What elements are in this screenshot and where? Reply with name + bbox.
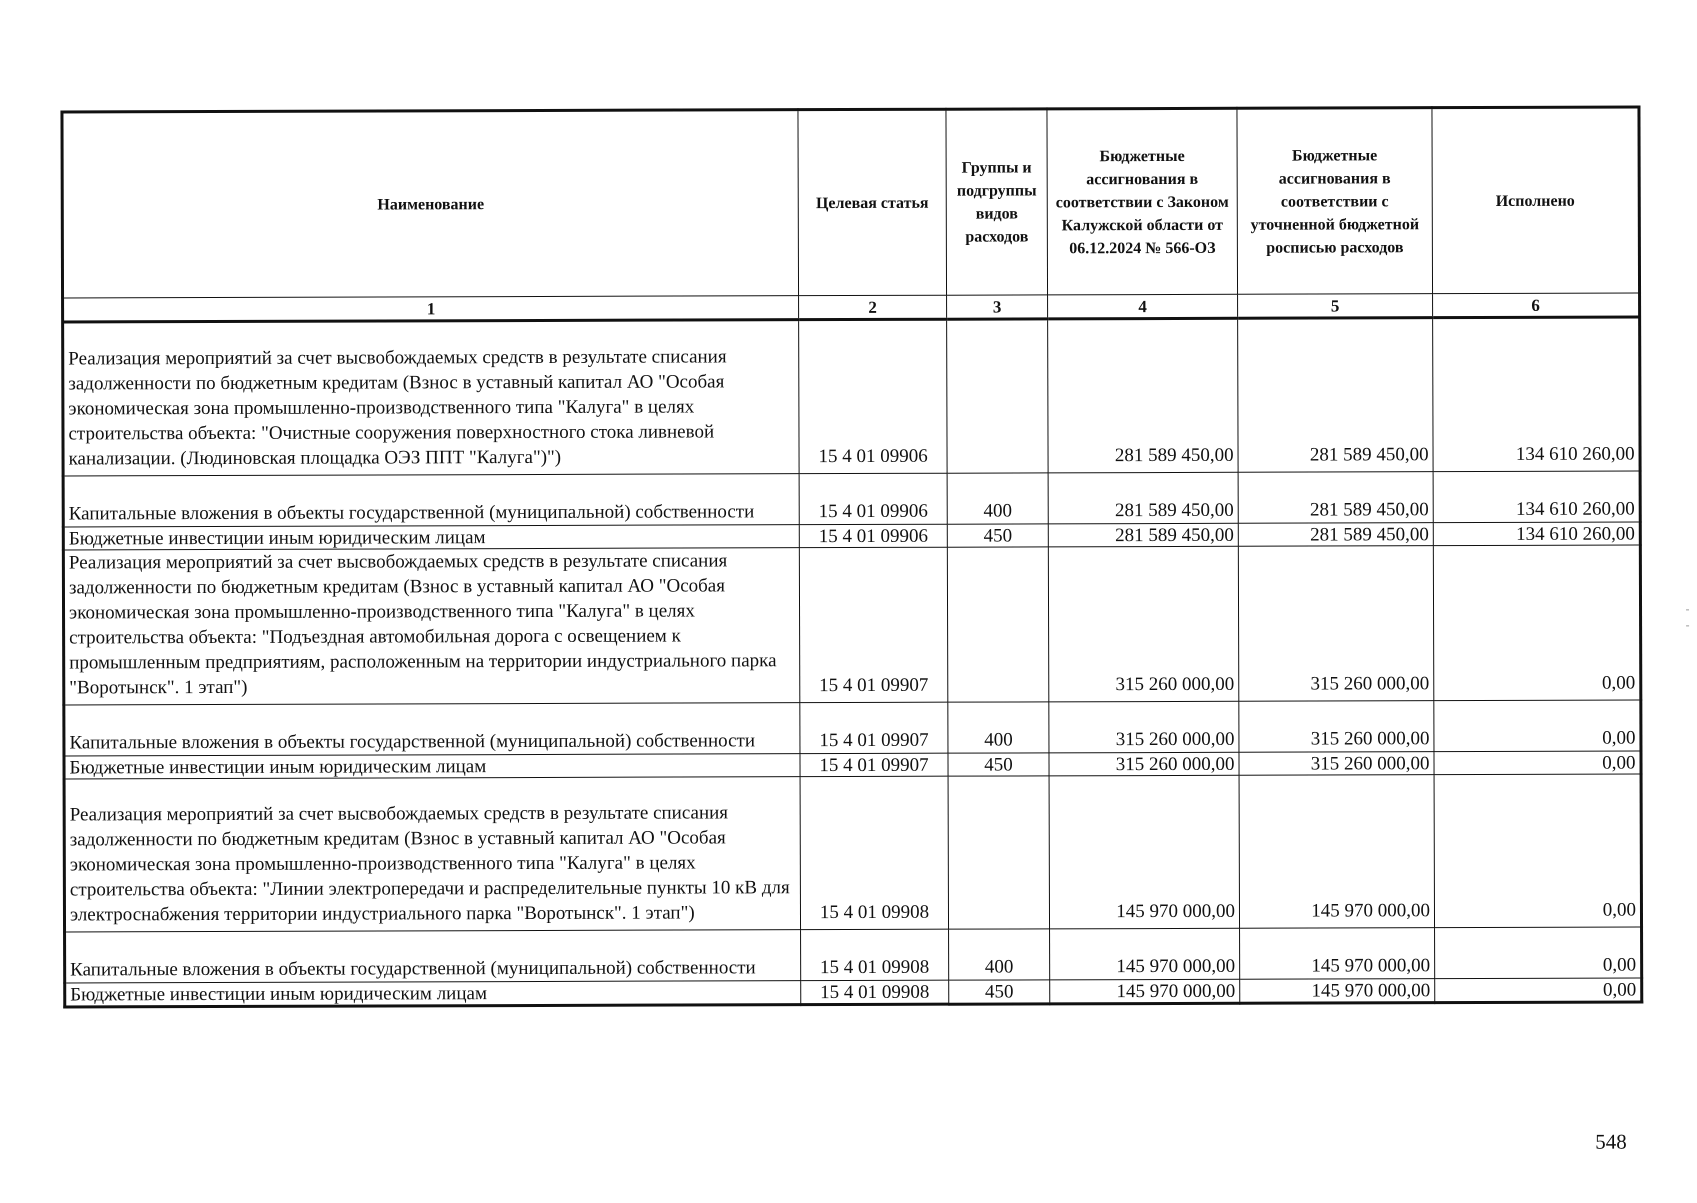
row-law-amount: 145 970 000,00 [1050,928,1240,980]
row-law-amount: 315 260 000,00 [1049,752,1239,776]
row-target-article: 15 4 01 09906 [799,473,947,524]
column-number: 2 [799,295,947,319]
table-row [65,978,1642,1007]
row-executed-amount: 134 610 260,00 [1433,471,1640,523]
row-name: Реализация мероприятий за счет высвобождаемых средств в результате списания задолженности по бюджетным кредитам (Взнос в уставный капитал АО "Особая экономическая зона промышленно-производственного типа "Калуга" в целях строительства объекта: "Подъездная автомобильная дорога с освещением к промышленным предприятиям, расположенным на территории индустриального парка "Воротынск". 1 этап") [63,548,799,705]
row-target-article: 15 4 01 09907 [799,547,947,702]
page-number: 548 [1595,1129,1627,1154]
column-number: 4 [1048,294,1238,319]
row-law-amount: 281 589 450,00 [1048,523,1238,547]
row-law-amount: 315 260 000,00 [1048,546,1238,702]
row-executed-amount: 0,00 [1434,751,1641,775]
row-executed-amount: 134 610 260,00 [1433,522,1640,546]
row-executed-amount: 0,00 [1433,545,1640,701]
row-name: Капитальные вложения в объекты государственной (муниципальной) собственности [65,930,801,983]
row-refined-amount: 281 589 450,00 [1238,318,1433,473]
row-target-article: 15 4 01 09907 [800,702,948,753]
row-expense-group: 450 [949,980,1050,1004]
row-name: Реализация мероприятий за счет высвобождаемых средств в результате списания задолженности по бюджетным кредитам (Взнос в уставный капитал АО "Особая экономическая зона промышленно-производственного типа "Калуга" в целях строительства объекта: "Линии электропередачи и распределительные пункты 10 кВ для электроснабжения территории индустриального парка "Воротынск". 1 этап") [64,777,800,932]
row-expense-group: 400 [947,473,1048,524]
row-expense-group [947,319,1048,473]
row-name: Бюджетные инвестиции иным юридическим лицам [65,981,801,1007]
row-refined-amount: 315 260 000,00 [1239,701,1434,753]
row-name: Капитальные вложения в объекты государственной (муниципальной) собственности [64,703,800,756]
row-executed-amount: 0,00 [1435,978,1642,1003]
row-name: Реализация мероприятий за счет высвобождаемых средств в результате списания задолженности по бюджетным кредитам (Взнос в уставный капитал АО "Особая экономическая зона промышленно-производственного типа "Калуга" в целях строительства объекта: "Очистные сооружения поверхностного стока ливневой канализации. (Людиновская площадка ОЭЗ ППТ "Калуга")") [63,320,799,476]
table-row [63,471,1640,527]
row-target-article: 15 4 01 09906 [799,319,947,473]
row-refined-amount: 145 970 000,00 [1240,928,1435,980]
header-name: Наименование [62,110,799,298]
scan-speck [1686,609,1689,610]
header-refined-appropriations: Бюджетные ассигнования в соответствии с уточненной бюджетной росписью расходов [1237,108,1433,295]
column-number: 1 [63,296,799,322]
row-expense-group: 450 [948,753,1049,776]
row-expense-group: 400 [949,929,1050,980]
row-refined-amount: 315 260 000,00 [1239,752,1434,776]
row-name: Бюджетные инвестиции иным юридическим лицам [64,754,800,779]
row-refined-amount: 315 260 000,00 [1238,546,1433,702]
row-refined-amount: 281 589 450,00 [1238,472,1433,524]
row-target-article: 15 4 01 09907 [800,753,948,776]
row-refined-amount: 281 589 450,00 [1238,523,1433,547]
row-target-article: 15 4 01 09908 [801,929,949,980]
column-number: 6 [1433,293,1640,318]
row-expense-group [947,547,1048,702]
header-target-article: Целевая статья [798,109,947,295]
table-row [64,774,1641,932]
row-law-amount: 315 260 000,00 [1049,701,1239,753]
row-name: Бюджетные инвестиции иным юридическим лицам [63,525,799,550]
scan-speck [1686,625,1689,626]
row-executed-amount: 0,00 [1434,700,1641,752]
row-law-amount: 145 970 000,00 [1050,979,1240,1004]
row-target-article: 15 4 01 09906 [799,524,947,547]
row-law-amount: 145 970 000,00 [1049,775,1239,929]
row-target-article: 15 4 01 09908 [800,776,948,929]
row-expense-group: 450 [947,524,1048,547]
column-number: 3 [947,295,1048,319]
row-refined-amount: 145 970 000,00 [1239,775,1434,929]
row-target-article: 15 4 01 09908 [801,980,949,1004]
row-law-amount: 281 589 450,00 [1048,472,1238,524]
row-executed-amount: 0,00 [1434,774,1641,928]
row-refined-amount: 145 970 000,00 [1240,979,1435,1004]
budget-table [60,106,1643,1009]
header-executed: Исполнено [1432,107,1640,294]
header-expense-groups: Группы и подгруппы видов расходов [946,109,1048,295]
table-row [65,927,1642,983]
row-executed-amount: 0,00 [1435,927,1642,979]
row-executed-amount: 134 610 260,00 [1433,317,1640,472]
row-expense-group [948,776,1049,929]
table-row [64,700,1641,756]
table-row [63,545,1640,705]
row-law-amount: 281 589 450,00 [1048,318,1238,473]
table-header-row [62,107,1640,298]
row-name: Капитальные вложения в объекты государственной (муниципальной) собственности [63,474,799,527]
row-expense-group: 400 [948,702,1049,753]
table-row [63,317,1640,476]
header-law-appropriations: Бюджетные ассигнования в соответствии с Законом Калужской области от 06.12.2024 № 566-ОЗ [1047,108,1238,295]
column-number: 5 [1238,294,1433,319]
